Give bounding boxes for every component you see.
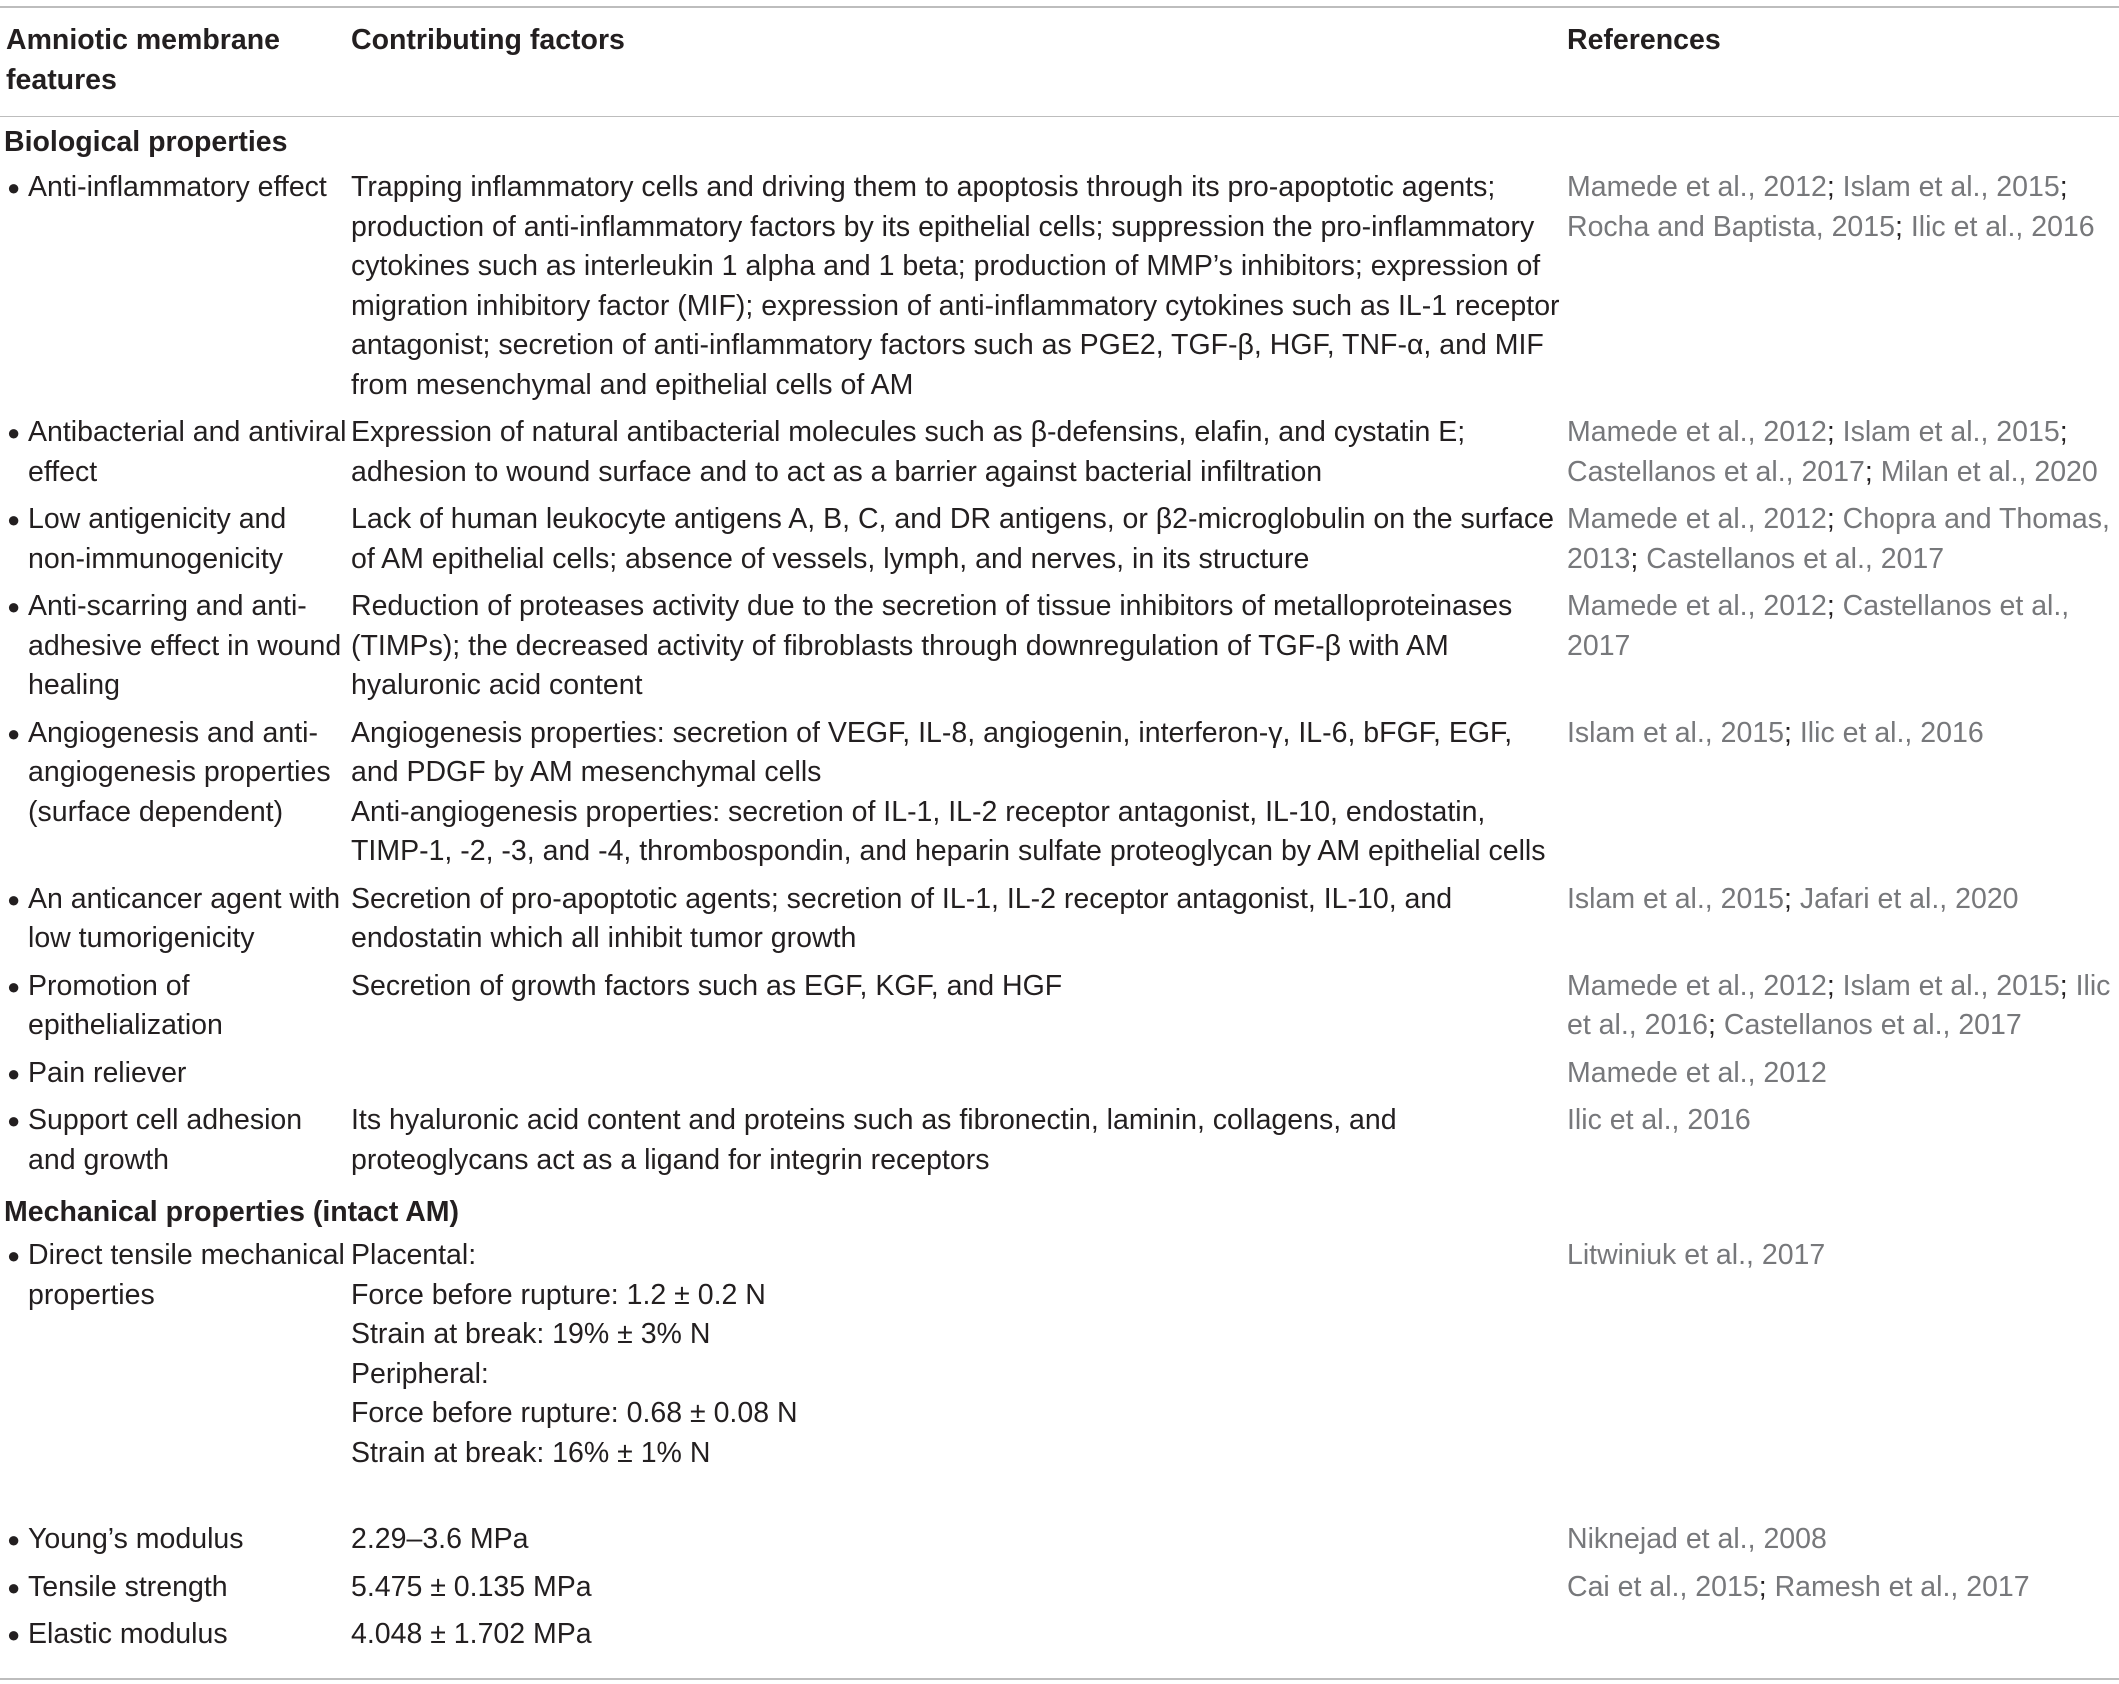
reference: Castellanos et al., 2017 — [1646, 542, 1945, 575]
reference: Castellanos et al., 2017 — [1723, 1009, 2022, 1041]
factors-cell: 4.048 ± 1.702 MPa — [351, 1618, 592, 1650]
reference-separator: ; — [1784, 882, 1800, 915]
reference: Milan et al., 2020 — [1880, 455, 2098, 488]
table-row — [0, 1520, 2119, 1568]
feature-text: Tensile strength — [28, 1570, 228, 1603]
factor-line: Strain at break: 16% ± 1% N — [351, 1436, 711, 1469]
reference: Ilic et al., 2016 — [1567, 1104, 1751, 1136]
feature-cell — [0, 500, 351, 587]
feature-cell — [0, 1615, 351, 1663]
bullet-icon: ● — [7, 886, 21, 912]
factor-line: Angiogenesis properties: secretion of VEGF, IL-8, angiogenin, interferon-γ, IL-6, bFGF, EGF, and PDGF by AM mesenchymal cells — [351, 716, 1513, 788]
table-row — [0, 967, 2119, 1054]
factors-cell: 5.475 ± 0.135 MPa — [351, 1570, 592, 1603]
reference-separator: ; — [1826, 503, 1843, 535]
reference-separator: ; — [1630, 542, 1647, 575]
reference: Castellanos et al., 2017 — [1567, 590, 2070, 662]
references-cell — [1567, 880, 2119, 967]
feature-text: Promotion of epithelialization — [28, 969, 223, 1041]
reference: Jafari et al., 2020 — [1799, 882, 2019, 915]
reference: Mamede et al., 2012 — [1567, 416, 1827, 448]
feature-text: Anti-scarring and anti-adhesive effect in wound healing — [28, 590, 342, 701]
reference: Islam et al., 2015 — [1567, 882, 1785, 915]
feature-text: Elastic modulus — [28, 1618, 228, 1650]
feature-text: Low antigenicity and non-immunogenicity — [28, 503, 287, 575]
section-row — [0, 1188, 2119, 1236]
table-row — [0, 1101, 2119, 1188]
bullet-icon: ● — [7, 1060, 21, 1086]
bullet-icon: ● — [7, 1574, 21, 1600]
references-cell — [1567, 413, 2119, 500]
reference: Castellanos et al., 2017 — [1567, 455, 1865, 488]
reference: Mamede et al., 2012 — [1567, 590, 1827, 622]
header-features: Amniotic membrane features — [6, 24, 280, 96]
table-row — [0, 1236, 2119, 1520]
references-cell — [1567, 587, 2119, 714]
factors-cell: 2.29–3.6 MPa — [351, 1523, 529, 1555]
bullet-icon: ● — [7, 175, 21, 200]
feature-cell — [0, 1520, 351, 1568]
table-row — [0, 1615, 2119, 1663]
feature-text: An anticancer agent with low tumorigenicity — [28, 882, 341, 954]
table-row — [0, 1568, 2119, 1616]
feature-text: Pain reliever — [28, 1056, 187, 1089]
factors-cell: Secretion of pro-apoptotic agents; secretion of IL-1, IL-2 receptor antagonist, IL-10, and endostatin which all inhibit tumor growth — [351, 882, 1453, 954]
factor-line: Anti-angiogenesis properties: secretion of IL-1, IL-2 receptor antagonist, IL-10, endostatin, TIMP-1, -2, -3, and -4, thrombospondin, and heparin sulfate proteoglycan by AM epithelial cells — [351, 795, 1546, 867]
references-cell — [1567, 967, 2119, 1054]
reference-separator: ; — [1826, 590, 1843, 622]
table-row — [0, 500, 2119, 587]
section-row — [0, 116, 2119, 168]
feature-cell — [0, 587, 351, 714]
references-cell — [1567, 1101, 2119, 1188]
factor-line: Force before rupture: 0.68 ± 0.08 N — [351, 1397, 798, 1429]
header-references: References — [1567, 24, 1721, 56]
bullet-icon: ● — [7, 720, 21, 746]
feature-cell — [0, 413, 351, 500]
factors-cell: Trapping inflammatory cells and driving them to apoptosis through its pro-apoptotic agents; production of anti-inflammatory factors by its epithelial cells; suppression the pro-inflammatory cytokines such as interleukin 1 alpha and 1 beta; production of MMP’s inhibitors; expression of migration inhibitory factor (MIF); expression of anti-inflammatory cytokines such as IL-1 receptor antagonist; secretion of anti-inflammatory factors such as PGE2, TGF-β, HGF, TNF-α, and MIF from mesenchymal and epithelial cells of AM — [351, 171, 1560, 401]
feature-text: Young’s modulus — [28, 1523, 244, 1555]
feature-cell — [0, 1101, 351, 1188]
factor-line: Force before rupture: 1.2 ± 0.2 N — [351, 1278, 766, 1311]
feature-cell — [0, 1054, 351, 1102]
feature-cell — [0, 967, 351, 1054]
reference: Mamede et al., 2012 — [1567, 1056, 1827, 1089]
factors-cell: Secretion of growth factors such as EGF, KGF, and HGF — [351, 969, 1063, 1002]
reference-separator: ; — [1826, 171, 1843, 203]
reference: Islam et al., 2015 — [1567, 716, 1785, 749]
reference-separator: ; — [1784, 716, 1800, 749]
bullet-icon: ● — [7, 1527, 21, 1552]
factor-line: Strain at break: 19% ± 3% N — [351, 1318, 711, 1350]
feature-cell — [0, 714, 351, 880]
reference: Islam et al., 2015 — [1842, 171, 2060, 203]
reference-separator: ; — [1826, 969, 1843, 1002]
references-cell — [1567, 1520, 2119, 1568]
reference-separator: ; — [2059, 416, 2068, 448]
bullet-icon: ● — [7, 1243, 21, 1268]
table-row — [0, 587, 2119, 714]
reference: Ilic et al., 2016 — [1910, 210, 2095, 243]
table-row — [0, 880, 2119, 967]
factors-cell — [351, 1236, 1567, 1520]
reference: Ilic et al., 2016 — [1567, 969, 2111, 1041]
feature-text: Direct tensile mechanical properties — [28, 1239, 345, 1311]
reference: Cai et al., 2015 — [1567, 1570, 1759, 1603]
reference: Ilic et al., 2016 — [1799, 716, 1984, 749]
feature-text: Angiogenesis and anti-angiogenesis properties (surface dependent) — [28, 716, 331, 828]
feature-text: Antibacterial and antiviral effect — [28, 416, 347, 488]
references-cell — [1567, 500, 2119, 587]
reference-separator: ; — [1826, 416, 1843, 448]
bottom-rule — [0, 1678, 2119, 1680]
bullet-icon: ● — [7, 507, 21, 532]
reference: Mamede et al., 2012 — [1567, 171, 1827, 203]
factors-cell — [351, 714, 1567, 880]
factors-cell — [351, 1054, 1567, 1102]
table-row — [0, 1054, 2119, 1102]
reference: Mamede et al., 2012 — [1567, 503, 1827, 535]
feature-cell — [0, 1568, 351, 1616]
factors-cell: Reduction of proteases activity due to the secretion of tissue inhibitors of metalloproteinases (TIMPs); the decreased activity of fibroblasts through downregulation of TGF-β with AM hyaluronic acid content — [351, 590, 1513, 701]
references-cell — [1567, 1615, 2119, 1663]
reference: Rocha and Baptista, 2015 — [1567, 210, 1895, 243]
header-row — [0, 0, 2119, 116]
factors-cell: Lack of human leukocyte antigens A, B, C, and DR antigens, or β2-microglobulin on the surface of AM epithelial cells; absence of vessels, lymph, and nerves, in its structure — [351, 503, 1554, 575]
bullet-icon: ● — [7, 420, 21, 445]
reference: Chopra and Thomas, 2013 — [1567, 503, 2110, 575]
header-factors: Contributing factors — [351, 24, 625, 56]
reference-separator: ; — [2059, 171, 2068, 203]
reference: Ramesh et al., 2017 — [1774, 1570, 2030, 1603]
feature-text: Anti-inflammatory effect — [28, 171, 327, 203]
feature-text: Support cell adhesion and growth — [28, 1104, 303, 1176]
section-title: Mechanical properties (intact AM) — [4, 1196, 460, 1228]
reference: Mamede et al., 2012 — [1567, 969, 1827, 1002]
reference-separator: ; — [1708, 1009, 1724, 1041]
reference-separator: ; — [1864, 455, 1881, 488]
factors-cell: Its hyaluronic acid content and proteins such as fibronectin, laminin, collagens, and proteoglycans act as a ligand for integrin receptors — [351, 1104, 1397, 1176]
references-cell — [1567, 168, 2119, 413]
reference-separator: ; — [1895, 210, 1911, 243]
bullet-icon: ● — [7, 1622, 21, 1647]
factor-line: Peripheral: — [351, 1357, 489, 1390]
table-row — [0, 714, 2119, 880]
section-title: Biological properties — [4, 126, 288, 158]
feature-cell — [0, 168, 351, 413]
references-cell — [1567, 1568, 2119, 1616]
reference: Islam et al., 2015 — [1842, 969, 2060, 1002]
table-row — [0, 168, 2119, 413]
references-cell — [1567, 1236, 2119, 1520]
reference: Litwiniuk et al., 2017 — [1567, 1239, 1826, 1271]
feature-cell — [0, 880, 351, 967]
factors-cell: Expression of natural antibacterial molecules such as β-defensins, elafin, and cystatin E; adhesion to wound surface and to act as a barrier against bacterial infiltration — [351, 416, 1466, 488]
reference: Islam et al., 2015 — [1842, 416, 2060, 448]
factor-line: Placental: — [351, 1239, 477, 1271]
feature-cell — [0, 1236, 351, 1520]
bullet-icon: ● — [7, 973, 21, 999]
table-row — [0, 413, 2119, 500]
reference-separator: ; — [1758, 1570, 1775, 1603]
bullet-icon: ● — [7, 1108, 21, 1133]
bullet-icon: ● — [7, 594, 21, 619]
references-cell — [1567, 1054, 2119, 1102]
table-body — [0, 116, 2119, 1663]
reference-separator: ; — [2059, 969, 2076, 1002]
reference: Niknejad et al., 2008 — [1567, 1523, 1827, 1555]
references-cell — [1567, 714, 2119, 880]
